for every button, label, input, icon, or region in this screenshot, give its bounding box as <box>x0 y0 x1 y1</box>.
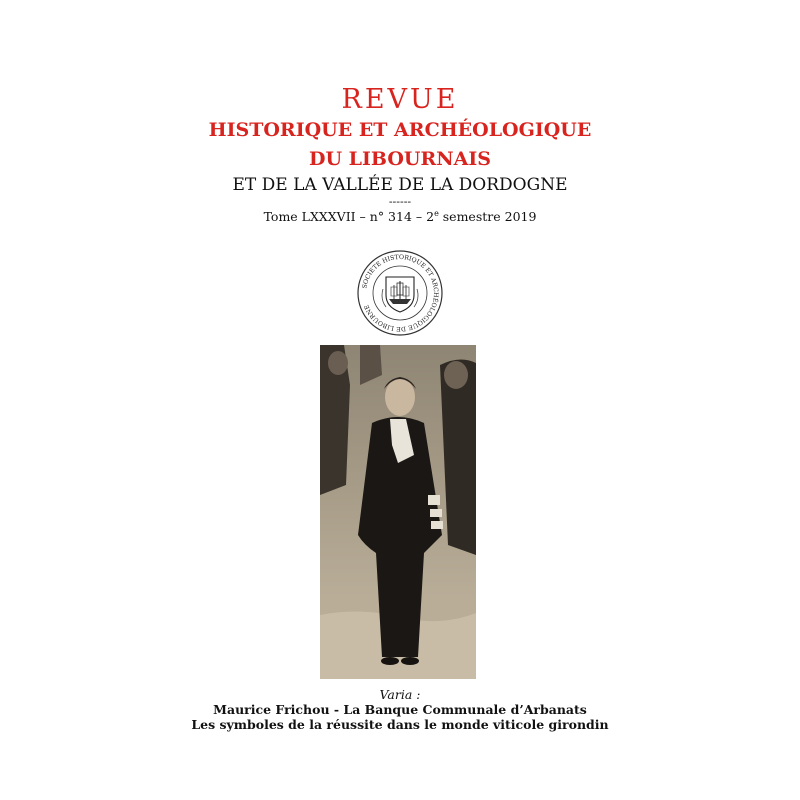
portrait-photo-icon <box>320 345 476 679</box>
society-seal-icon <box>356 249 444 337</box>
title-separator: ------ <box>388 195 412 208</box>
issue-info <box>0 209 800 224</box>
journal-subtitle: ET DE LA VALLÉE DE LA DORDOGNE <box>232 175 568 195</box>
issue-suffix: semestre 2019 <box>438 209 537 225</box>
journal-title-line-2: DU LIBOURNAIS <box>309 148 491 170</box>
seal-ring-text: SOCIETE HISTORIQUE ET ARCHÉOLOGIQUE DE LIBOURNE <box>361 253 440 333</box>
article-title-1: Maurice Frichou - La Banque Communale d’Arbanats <box>213 702 587 717</box>
issue-prefix: Tome LXXXVII – n° 314 – 2 <box>263 209 435 225</box>
journal-title-line-1: HISTORIQUE ET ARCHÉOLOGIQUE <box>208 119 592 141</box>
varia-label: Varia : <box>379 687 421 702</box>
article-title-2: Les symboles de la réussite dans le monde viticole girondin <box>191 717 609 732</box>
issue-superscript: e <box>434 209 439 218</box>
revue-title: REVUE <box>341 84 459 115</box>
